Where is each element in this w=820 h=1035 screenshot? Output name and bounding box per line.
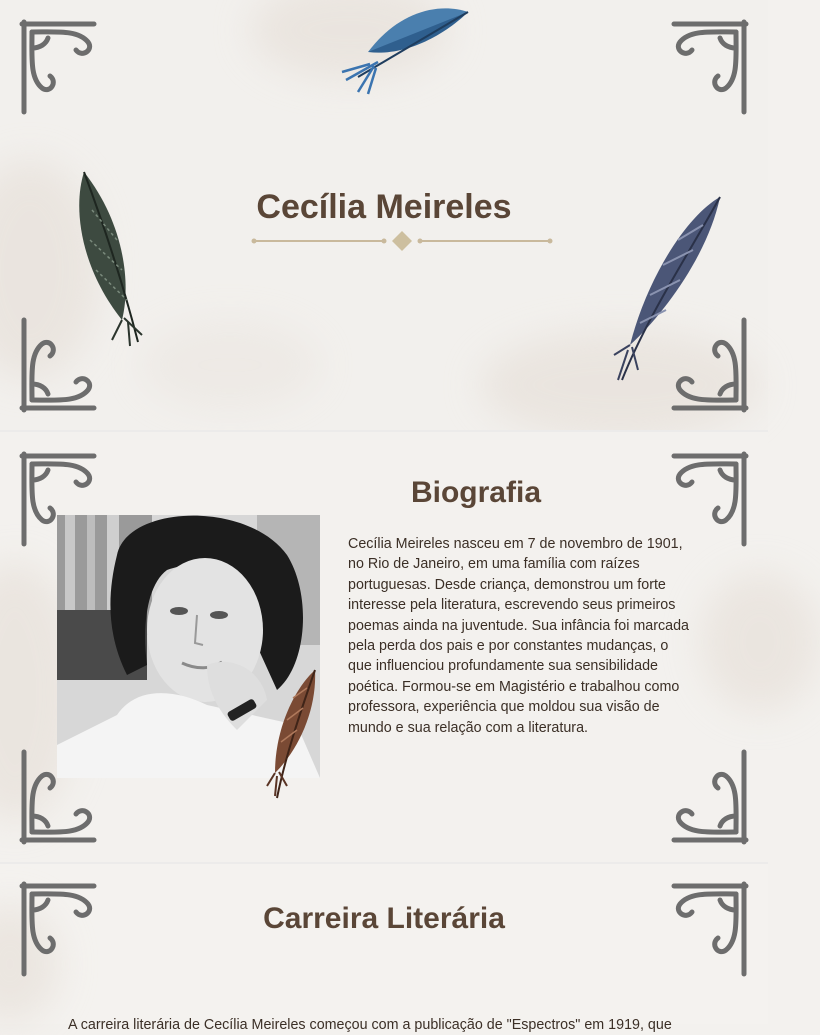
page-title: Cecília Meireles [256,188,512,226]
corner-ornament-bottom-right-icon [670,748,750,846]
career-section [0,864,768,1033]
career-text: A carreira literária de Cecília Meireles começou com a publicação de "Espectros" em 1919, que [68,1017,672,1033]
title-section [0,0,768,430]
blue-feather-icon [338,2,473,97]
biography-text: Cecília Meireles nasceu em 7 de novembro de 1901, no Rio de Janeiro, em uma família com raízes portuguesas. Desde criança, demonstrou um forte interesse pela literatura, escrevendo seus primeiros poemas ainda na juventude. Sua infância foi marcada pela perda dos pais e por constantes mudanças, o que influenciou profundamente sua sensibilidade poética. Formou-se em Magistério e trabalhou como professora, experiência que moldou sua visão de mundo e sua relação com a literatura. [348,536,689,736]
corner-ornament-top-right-icon [670,18,750,116]
watercolor-stain [140,320,320,410]
biography-section [0,432,768,862]
watercolor-stain [700,572,820,712]
corner-ornament-top-left-icon [18,18,98,116]
biography-heading: Biografia [410,476,542,509]
career-heading: Carreira Literária [263,902,505,935]
title-divider-ornament-icon [250,228,555,254]
brown-feather-icon [265,668,320,800]
